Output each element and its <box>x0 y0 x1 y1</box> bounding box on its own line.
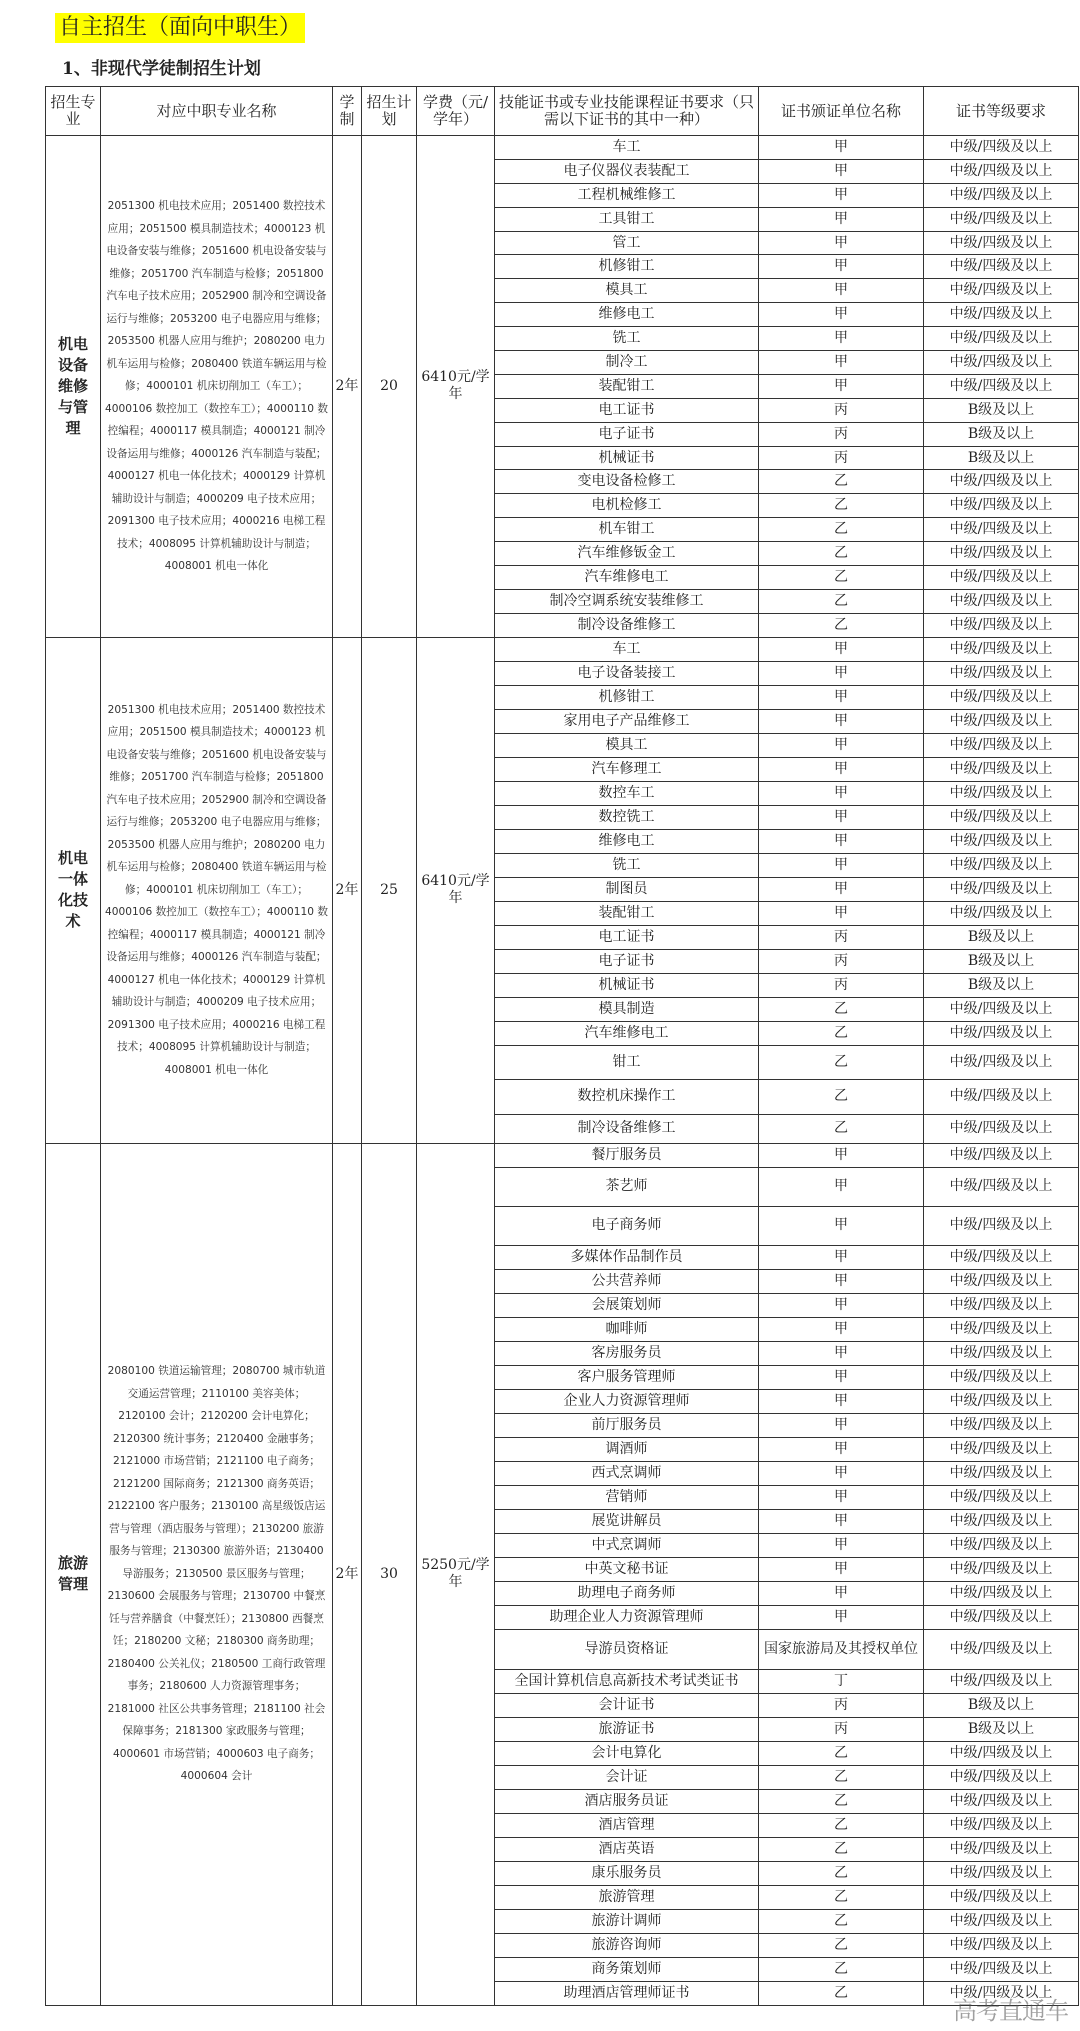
certificate-issuer: 甲 <box>759 1533 924 1557</box>
certificate-issuer: 甲 <box>759 1605 924 1629</box>
certificate-issuer: 甲 <box>759 1269 924 1293</box>
certificate-level: 中级/四级及以上 <box>924 1581 1079 1605</box>
certificate-issuer: 丙 <box>759 1693 924 1717</box>
header-row <box>46 87 1079 136</box>
certificate-issuer: 丙 <box>759 949 924 973</box>
certificate-name: 会计电算化 <box>495 1741 759 1765</box>
certificate-issuer: 乙 <box>759 997 924 1021</box>
certificate-issuer: 乙 <box>759 542 924 566</box>
certificate-level: 中级/四级及以上 <box>924 805 1079 829</box>
certificate-level: 中级/四级及以上 <box>924 613 1079 637</box>
certificate-name: 旅游计调师 <box>495 1909 759 1933</box>
certificate-level: B级及以上 <box>924 925 1079 949</box>
certificate-issuer: 甲 <box>759 1413 924 1437</box>
certificate-issuer: 甲 <box>759 159 924 183</box>
certificate-name: 旅游管理 <box>495 1885 759 1909</box>
certificate-issuer: 丁 <box>759 1669 924 1693</box>
tuition-fee: 6410元/学年 <box>417 637 495 1143</box>
certificate-issuer: 乙 <box>759 1957 924 1981</box>
certificate-level: 中级/四级及以上 <box>924 1437 1079 1461</box>
certificate-level: 中级/四级及以上 <box>924 757 1079 781</box>
certificate-issuer: 甲 <box>759 733 924 757</box>
certificate-name: 电工证书 <box>495 398 759 422</box>
certificate-name: 机修钳工 <box>495 685 759 709</box>
header-certificate: 技能证书或专业技能课程证书要求（只需以下证书的其中一种） <box>495 87 759 136</box>
subtitle: 1、非现代学徒制招生计划 <box>62 59 261 79</box>
certificate-issuer: 甲 <box>759 303 924 327</box>
certificate-level: 中级/四级及以上 <box>924 136 1079 160</box>
certificate-issuer: 甲 <box>759 1437 924 1461</box>
certificate-issuer: 丙 <box>759 398 924 422</box>
certificate-level: 中级/四级及以上 <box>924 781 1079 805</box>
certificate-name: 汽车维修电工 <box>495 1021 759 1045</box>
certificate-issuer: 甲 <box>759 231 924 255</box>
enrollment-plan: 30 <box>362 1143 417 2005</box>
certificate-issuer: 甲 <box>759 661 924 685</box>
certificate-name: 汽车维修钣金工 <box>495 542 759 566</box>
certificate-level: 中级/四级及以上 <box>924 1293 1079 1317</box>
certificate-name: 机械证书 <box>495 973 759 997</box>
certificate-level: B级及以上 <box>924 446 1079 470</box>
certificate-name: 制图员 <box>495 877 759 901</box>
certificate-issuer: 乙 <box>759 613 924 637</box>
source-majors: 2051300 机电技术应用；2051400 数控技术应用；2051500 模具制造技术；4000123 机电设备安装与维修；2051600 机电设备安装与维修；2051700 汽车制造与检修；2051800 汽车电子技术应用；2052900 制冷和空调设备运行与维修；2053200 电子电器应用与维修；2053500 机器人应用与维护；2080200 电力机车运用与检修；2080400 铁道车辆运用与检修；4000101 机床切削加工（车工）；4000106 数控加工（数控车工）；4000110 数控编程；4000117 模具制造；4000121 制冷设备运用与维修；4000126 汽车制造与装配；4000127 机电一体化技术；4000129 计算机辅助设计与制造；4000209 电子技术应用；2091300 电子技术应用；4000216 电梯工程技术；4008095 计算机辅助设计与制造；4008001 机电一体化 <box>101 136 333 638</box>
certificate-issuer: 甲 <box>759 183 924 207</box>
certificate-name: 汽车修理工 <box>495 757 759 781</box>
header-fee: 学费（元/学年） <box>417 87 495 136</box>
certificate-name: 茶艺师 <box>495 1167 759 1206</box>
certificate-level: B级及以上 <box>924 949 1079 973</box>
certificate-name: 装配钳工 <box>495 374 759 398</box>
certificate-issuer: 乙 <box>759 1114 924 1143</box>
certificate-issuer: 乙 <box>759 1933 924 1957</box>
certificate-issuer: 甲 <box>759 877 924 901</box>
certificate-level: 中级/四级及以上 <box>924 1789 1079 1813</box>
certificate-issuer: 甲 <box>759 829 924 853</box>
certificate-level: B级及以上 <box>924 1717 1079 1741</box>
certificate-name: 机械证书 <box>495 446 759 470</box>
certificate-name: 酒店服务员证 <box>495 1789 759 1813</box>
certificate-level: 中级/四级及以上 <box>924 1341 1079 1365</box>
certificate-name: 客房服务员 <box>495 1341 759 1365</box>
certificate-issuer: 甲 <box>759 1461 924 1485</box>
certificate-issuer: 乙 <box>759 1021 924 1045</box>
certificate-name: 咖啡师 <box>495 1317 759 1341</box>
certificate-level: 中级/四级及以上 <box>924 1365 1079 1389</box>
table-row <box>46 637 1079 661</box>
certificate-level: 中级/四级及以上 <box>924 1485 1079 1509</box>
certificate-name: 维修电工 <box>495 829 759 853</box>
certificate-issuer: 甲 <box>759 136 924 160</box>
certificate-level: 中级/四级及以上 <box>924 1933 1079 1957</box>
certificate-name: 企业人力资源管理师 <box>495 1389 759 1413</box>
certificate-level: 中级/四级及以上 <box>924 901 1079 925</box>
certificate-issuer: 甲 <box>759 1245 924 1269</box>
certificate-name: 餐厅服务员 <box>495 1143 759 1167</box>
certificate-issuer: 甲 <box>759 901 924 925</box>
certificate-level: 中级/四级及以上 <box>924 1533 1079 1557</box>
certificate-issuer: 乙 <box>759 1981 924 2005</box>
certificate-level: 中级/四级及以上 <box>924 1861 1079 1885</box>
certificate-level: 中级/四级及以上 <box>924 518 1079 542</box>
certificate-issuer: 乙 <box>759 589 924 613</box>
certificate-name: 旅游咨询师 <box>495 1933 759 1957</box>
certificate-level: 中级/四级及以上 <box>924 1813 1079 1837</box>
certificate-level: 中级/四级及以上 <box>924 494 1079 518</box>
certificate-level: 中级/四级及以上 <box>924 279 1079 303</box>
certificate-level: 中级/四级及以上 <box>924 470 1079 494</box>
certificate-level: 中级/四级及以上 <box>924 231 1079 255</box>
certificate-name: 机车钳工 <box>495 518 759 542</box>
study-years: 2年 <box>333 637 362 1143</box>
certificate-name: 数控机床操作工 <box>495 1079 759 1114</box>
certificate-issuer: 乙 <box>759 1813 924 1837</box>
certificate-level: 中级/四级及以上 <box>924 159 1079 183</box>
certificate-issuer: 丙 <box>759 1717 924 1741</box>
certificate-issuer: 甲 <box>759 279 924 303</box>
certificate-level: B级及以上 <box>924 973 1079 997</box>
source-majors: 2051300 机电技术应用；2051400 数控技术应用；2051500 模具制造技术；4000123 机电设备安装与维修；2051600 机电设备安装与维修；2051700 汽车制造与检修；2051800 汽车电子技术应用；2052900 制冷和空调设备运行与维修；2053200 电子电器应用与维修；2053500 机器人应用与维护；2080200 电力机车运用与检修；2080400 铁道车辆运用与检修；4000101 机床切削加工（车工）；4000106 数控加工（数控车工）；4000110 数控编程；4000117 模具制造；4000121 制冷设备运用与维修；4000126 汽车制造与装配；4000127 机电一体化技术；4000129 计算机辅助设计与制造；4000209 电子技术应用；2091300 电子技术应用；4000216 电梯工程技术；4008095 计算机辅助设计与制造；4008001 机电一体化 <box>101 637 333 1143</box>
certificate-issuer: 乙 <box>759 1909 924 1933</box>
certificate-name: 车工 <box>495 136 759 160</box>
table-row <box>46 1143 1079 1167</box>
certificate-level: 中级/四级及以上 <box>924 1669 1079 1693</box>
certificate-issuer: 甲 <box>759 351 924 375</box>
certificate-name: 营销师 <box>495 1485 759 1509</box>
certificate-name: 电子设备装接工 <box>495 661 759 685</box>
certificate-issuer: 甲 <box>759 327 924 351</box>
certificate-issuer: 甲 <box>759 1167 924 1206</box>
certificate-name: 康乐服务员 <box>495 1861 759 1885</box>
tuition-fee: 5250元/学年 <box>417 1143 495 2005</box>
certificate-issuer: 丙 <box>759 446 924 470</box>
certificate-issuer: 甲 <box>759 637 924 661</box>
tuition-fee: 6410元/学年 <box>417 136 495 638</box>
major-name: 机电一体化技术 <box>46 637 101 1143</box>
certificate-issuer: 乙 <box>759 518 924 542</box>
certificate-level: 中级/四级及以上 <box>924 374 1079 398</box>
certificate-name: 变电设备检修工 <box>495 470 759 494</box>
certificate-level: 中级/四级及以上 <box>924 709 1079 733</box>
certificate-issuer: 丙 <box>759 973 924 997</box>
certificate-name: 模具工 <box>495 733 759 757</box>
certificate-name: 展览讲解员 <box>495 1509 759 1533</box>
certificate-issuer: 乙 <box>759 1837 924 1861</box>
certificate-issuer: 甲 <box>759 1389 924 1413</box>
certificate-level: 中级/四级及以上 <box>924 1079 1079 1114</box>
certificate-level: 中级/四级及以上 <box>924 1206 1079 1245</box>
certificate-issuer: 甲 <box>759 1581 924 1605</box>
certificate-level: 中级/四级及以上 <box>924 303 1079 327</box>
certificate-name: 车工 <box>495 637 759 661</box>
certificate-level: 中级/四级及以上 <box>924 1389 1079 1413</box>
certificate-name: 电子商务师 <box>495 1206 759 1245</box>
certificate-issuer: 乙 <box>759 1741 924 1765</box>
certificate-level: 中级/四级及以上 <box>924 1557 1079 1581</box>
certificate-issuer: 甲 <box>759 1341 924 1365</box>
certificate-issuer: 乙 <box>759 1765 924 1789</box>
certificate-level: 中级/四级及以上 <box>924 589 1079 613</box>
header-plan: 招生计划 <box>362 87 417 136</box>
certificate-name: 助理酒店管理师证书 <box>495 1981 759 2005</box>
enrollment-plan: 25 <box>362 637 417 1143</box>
certificate-name: 模具工 <box>495 279 759 303</box>
certificate-name: 公共营养师 <box>495 1269 759 1293</box>
certificate-name: 电工证书 <box>495 925 759 949</box>
certificate-name: 工程机械维修工 <box>495 183 759 207</box>
certificate-name: 电子证书 <box>495 949 759 973</box>
certificate-level: 中级/四级及以上 <box>924 1021 1079 1045</box>
certificate-name: 铣工 <box>495 853 759 877</box>
header-issuer: 证书颁证单位名称 <box>759 87 924 136</box>
certificate-issuer: 甲 <box>759 757 924 781</box>
certificate-level: 中级/四级及以上 <box>924 1045 1079 1079</box>
certificate-name: 中式烹调师 <box>495 1533 759 1557</box>
certificate-level: 中级/四级及以上 <box>924 1909 1079 1933</box>
certificate-name: 西式烹调师 <box>495 1461 759 1485</box>
certificate-name: 商务策划师 <box>495 1957 759 1981</box>
certificate-name: 模具制造 <box>495 997 759 1021</box>
header-years: 学制 <box>333 87 362 136</box>
certificate-name: 电子证书 <box>495 422 759 446</box>
certificate-name: 助理电子商务师 <box>495 1581 759 1605</box>
certificate-name: 数控车工 <box>495 781 759 805</box>
certificate-issuer: 甲 <box>759 805 924 829</box>
certificate-level: 中级/四级及以上 <box>924 661 1079 685</box>
certificate-level: 中级/四级及以上 <box>924 327 1079 351</box>
certificate-name: 钳工 <box>495 1045 759 1079</box>
certificate-level: 中级/四级及以上 <box>924 829 1079 853</box>
enrollment-table <box>45 86 1079 2006</box>
certificate-issuer: 甲 <box>759 207 924 231</box>
certificate-name: 中英文秘书证 <box>495 1557 759 1581</box>
certificate-name: 旅游证书 <box>495 1717 759 1741</box>
certificate-issuer: 乙 <box>759 1045 924 1079</box>
certificate-name: 制冷工 <box>495 351 759 375</box>
certificate-name: 酒店管理 <box>495 1813 759 1837</box>
certificate-level: 中级/四级及以上 <box>924 685 1079 709</box>
certificate-level: 中级/四级及以上 <box>924 1981 1079 2005</box>
certificate-name: 导游员资格证 <box>495 1629 759 1669</box>
certificate-name: 机修钳工 <box>495 255 759 279</box>
certificate-name: 助理企业人力资源管理师 <box>495 1605 759 1629</box>
certificate-issuer: 甲 <box>759 709 924 733</box>
certificate-level: 中级/四级及以上 <box>924 1765 1079 1789</box>
major-name: 旅游管理 <box>46 1143 101 2005</box>
certificate-issuer: 丙 <box>759 422 924 446</box>
certificate-level: 中级/四级及以上 <box>924 1509 1079 1533</box>
certificate-level: 中级/四级及以上 <box>924 1114 1079 1143</box>
certificate-issuer: 甲 <box>759 1365 924 1389</box>
certificate-name: 工具钳工 <box>495 207 759 231</box>
certificate-name: 制冷设备维修工 <box>495 613 759 637</box>
certificate-level: 中级/四级及以上 <box>924 207 1079 231</box>
certificate-level: 中级/四级及以上 <box>924 1605 1079 1629</box>
enrollment-plan: 20 <box>362 136 417 638</box>
certificate-name: 前厅服务员 <box>495 1413 759 1437</box>
certificate-name: 酒店英语 <box>495 1837 759 1861</box>
certificate-level: 中级/四级及以上 <box>924 1461 1079 1485</box>
certificate-issuer: 甲 <box>759 781 924 805</box>
certificate-name: 会计证 <box>495 1765 759 1789</box>
certificate-level: 中级/四级及以上 <box>924 1317 1079 1341</box>
certificate-name: 调酒师 <box>495 1437 759 1461</box>
certificate-issuer: 乙 <box>759 1079 924 1114</box>
certificate-level: 中级/四级及以上 <box>924 1741 1079 1765</box>
certificate-issuer: 甲 <box>759 1509 924 1533</box>
certificate-level: 中级/四级及以上 <box>924 997 1079 1021</box>
certificate-name: 多媒体作品制作员 <box>495 1245 759 1269</box>
certificate-name: 汽车维修电工 <box>495 566 759 590</box>
table-row <box>46 136 1079 160</box>
study-years: 2年 <box>333 1143 362 2005</box>
certificate-level: B级及以上 <box>924 422 1079 446</box>
certificate-level: 中级/四级及以上 <box>924 566 1079 590</box>
certificate-name: 管工 <box>495 231 759 255</box>
header-source-majors: 对应中职专业名称 <box>101 87 333 136</box>
study-years: 2年 <box>333 136 362 638</box>
certificate-name: 铣工 <box>495 327 759 351</box>
certificate-issuer: 乙 <box>759 494 924 518</box>
certificate-issuer: 甲 <box>759 255 924 279</box>
certificate-level: 中级/四级及以上 <box>924 877 1079 901</box>
certificate-name: 会展策划师 <box>495 1293 759 1317</box>
certificate-issuer: 乙 <box>759 1885 924 1909</box>
certificate-level: 中级/四级及以上 <box>924 1837 1079 1861</box>
certificate-issuer: 甲 <box>759 1206 924 1245</box>
certificate-issuer: 丙 <box>759 925 924 949</box>
certificate-level: 中级/四级及以上 <box>924 733 1079 757</box>
certificate-level: 中级/四级及以上 <box>924 1413 1079 1437</box>
certificate-name: 数控铣工 <box>495 805 759 829</box>
certificate-issuer: 甲 <box>759 374 924 398</box>
certificate-name: 全国计算机信息高新技术考试类证书 <box>495 1669 759 1693</box>
certificate-issuer: 甲 <box>759 1317 924 1341</box>
certificate-level: 中级/四级及以上 <box>924 853 1079 877</box>
certificate-issuer: 甲 <box>759 1293 924 1317</box>
certificate-issuer: 乙 <box>759 1861 924 1885</box>
certificate-name: 装配钳工 <box>495 901 759 925</box>
certificate-issuer: 乙 <box>759 470 924 494</box>
certificate-level: 中级/四级及以上 <box>924 1885 1079 1909</box>
certificate-name: 维修电工 <box>495 303 759 327</box>
certificate-level: 中级/四级及以上 <box>924 1957 1079 1981</box>
certificate-name: 电子仪器仪表装配工 <box>495 159 759 183</box>
header-level: 证书等级要求 <box>924 87 1079 136</box>
certificate-name: 电机检修工 <box>495 494 759 518</box>
certificate-level: 中级/四级及以上 <box>924 183 1079 207</box>
certificate-level: 中级/四级及以上 <box>924 1269 1079 1293</box>
watermark: 高考直通车 <box>953 1997 1068 2025</box>
certificate-issuer: 乙 <box>759 566 924 590</box>
certificate-issuer: 国家旅游局及其授权单位 <box>759 1629 924 1669</box>
certificate-level: 中级/四级及以上 <box>924 637 1079 661</box>
certificate-name: 制冷设备维修工 <box>495 1114 759 1143</box>
certificate-issuer: 乙 <box>759 1789 924 1813</box>
certificate-level: 中级/四级及以上 <box>924 351 1079 375</box>
section-title: 自主招生（面向中职生） <box>55 13 305 43</box>
certificate-name: 会计证书 <box>495 1693 759 1717</box>
source-majors: 2080100 铁道运输管理；2080700 城市轨道交通运营管理；2110100 美容美体；2120100 会计；2120200 会计电算化；2120300 统计事务；2120400 金融事务；2121000 市场营销；2121100 电子商务；2121200 国际商务；2121300 商务英语；2122100 客户服务；2130100 高星级饭店运营与管理（酒店服务与管理）；2130200 旅游服务与管理；2130300 旅游外语；2130400 导游服务；2130500 景区服务与管理；2130600 会展服务与管理；2130700 中餐烹饪与营养膳食（中餐烹饪）；2130800 西餐烹饪；2180200 文秘；2180300 商务助理；2180400 公关礼仪；2180500 工商行政管理事务；2180600 人力资源管理事务；2181000 社区公共事务管理；2181100 社会保障事务；2181300 家政服务与管理；4000601 市场营销；4000603 电子商务；4000604 会计 <box>101 1143 333 2005</box>
major-name: 机电设备维修与管理 <box>46 136 101 638</box>
certificate-level: B级及以上 <box>924 1693 1079 1717</box>
certificate-level: 中级/四级及以上 <box>924 1143 1079 1167</box>
certificate-level: 中级/四级及以上 <box>924 1245 1079 1269</box>
certificate-level: 中级/四级及以上 <box>924 542 1079 566</box>
certificate-level: B级及以上 <box>924 398 1079 422</box>
certificate-name: 家用电子产品维修工 <box>495 709 759 733</box>
certificate-issuer: 甲 <box>759 853 924 877</box>
certificate-level: 中级/四级及以上 <box>924 255 1079 279</box>
header-major: 招生专业 <box>46 87 101 136</box>
certificate-issuer: 甲 <box>759 1143 924 1167</box>
certificate-issuer: 甲 <box>759 1485 924 1509</box>
certificate-issuer: 甲 <box>759 1557 924 1581</box>
certificate-level: 中级/四级及以上 <box>924 1167 1079 1206</box>
certificate-name: 制冷空调系统安装维修工 <box>495 589 759 613</box>
certificate-level: 中级/四级及以上 <box>924 1629 1079 1669</box>
certificate-name: 客户服务管理师 <box>495 1365 759 1389</box>
certificate-issuer: 甲 <box>759 685 924 709</box>
